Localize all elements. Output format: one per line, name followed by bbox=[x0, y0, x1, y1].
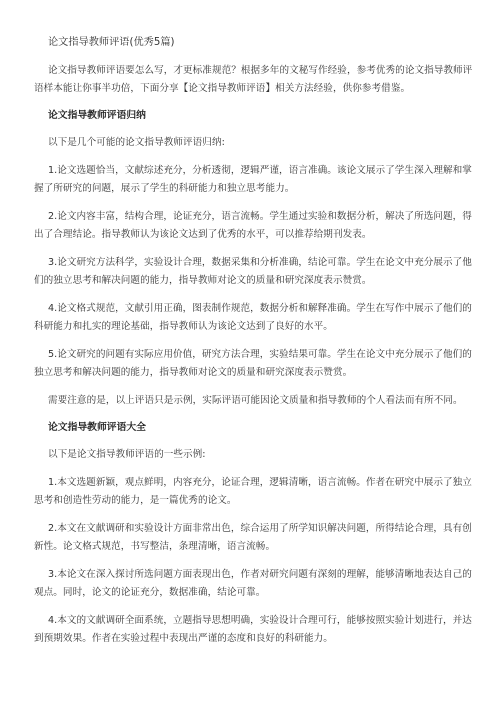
section-lead-collection: 以下是论文指导教师评语的一些示例: bbox=[48, 449, 206, 460]
example-item-3: 3.本论文在深入探讨所选问题方面表现出色，作者对研究问题有深刻的理解，能够清晰地表达自己的观点。同时，论文的论证充分，数据准确，结论可靠。 bbox=[34, 569, 472, 598]
summary-note: 需要注意的是，以上评语只是示例，实际评语可能因论文质量和指导教师的个人看法而有所不同。 bbox=[48, 395, 463, 406]
summary-item-4: 4.论文格式规范，文献引用正确，图表制作规范，数据分析和解释准确。学生在写作中展示了他们的科研能力和扎实的理论基础，指导教师认为该论文达到了良好的水平。 bbox=[34, 303, 472, 332]
intro-paragraph: 论文指导教师评语要怎么写，才更标准规范？根据多年的文秘写作经验，参考优秀的论文指导教师评语样本能让你事半功倍，下面分享【论文指导教师评语】相关方法经验，供你参考借鉴。 bbox=[34, 65, 473, 94]
example-item-1: 1.本文选题新颖，观点鲜明，内容充分，论证合理，逻辑清晰，语言流畅。作者在研究中展示了独立思考和创造性劳动的能力，是一篇优秀的论文。 bbox=[34, 477, 472, 506]
summary-item-1: 1.论文选题恰当，文献综述充分，分析透彻，逻辑严谨，语言准确。该论文展示了学生深入理解和掌握了所研究的问题，展示了学生的科研能力和独立思考能力。 bbox=[34, 165, 472, 194]
example-item-4: 4.本文的文献调研全面系统，立题指导思想明确，实验设计合理可行，能够按照实验计划进行，并达到预期效果。作者在实验过程中表现出严谨的态度和良好的科研能力。 bbox=[34, 615, 472, 644]
summary-item-2: 2.论文内容丰富，结构合理，论证充分，语言流畅。学生通过实验和数据分析，解决了所选问题，得出了合理结论。指导教师认为该论文达到了优秀的水平，可以推荐给期刊发表。 bbox=[34, 211, 472, 240]
section-heading-collection: 论文指导教师评语大全 bbox=[48, 422, 146, 433]
summary-item-3: 3.论文研究方法科学，实验设计合理，数据采集和分析准确，结论可靠。学生在论文中充分展示了他们的独立思考和解决问题的能力，指导教师对论文的质量和研究深度表示赞赏。 bbox=[34, 257, 472, 286]
summary-item-5: 5.论文研究的问题有实际应用价值，研究方法合理，实验结果可靠。学生在论文中充分展示了他们的独立思考和解决问题的能力，指导教师对论文的质量和研究深度表示赞赏。 bbox=[34, 349, 472, 378]
document-title: 论文指导教师评语(优秀5篇) bbox=[48, 37, 175, 48]
section-heading-summary: 论文指导教师评语归纳 bbox=[48, 110, 146, 121]
section-lead-summary: 以下是几个可能的论文指导教师评语归纳: bbox=[48, 137, 225, 148]
example-item-2: 2.本文在文献调研和实验设计方面非常出色，综合运用了所学知识解决问题，所得结论合理，具有创新性。论文格式规范，书写整洁，条理清晰，语言流畅。 bbox=[34, 523, 472, 552]
